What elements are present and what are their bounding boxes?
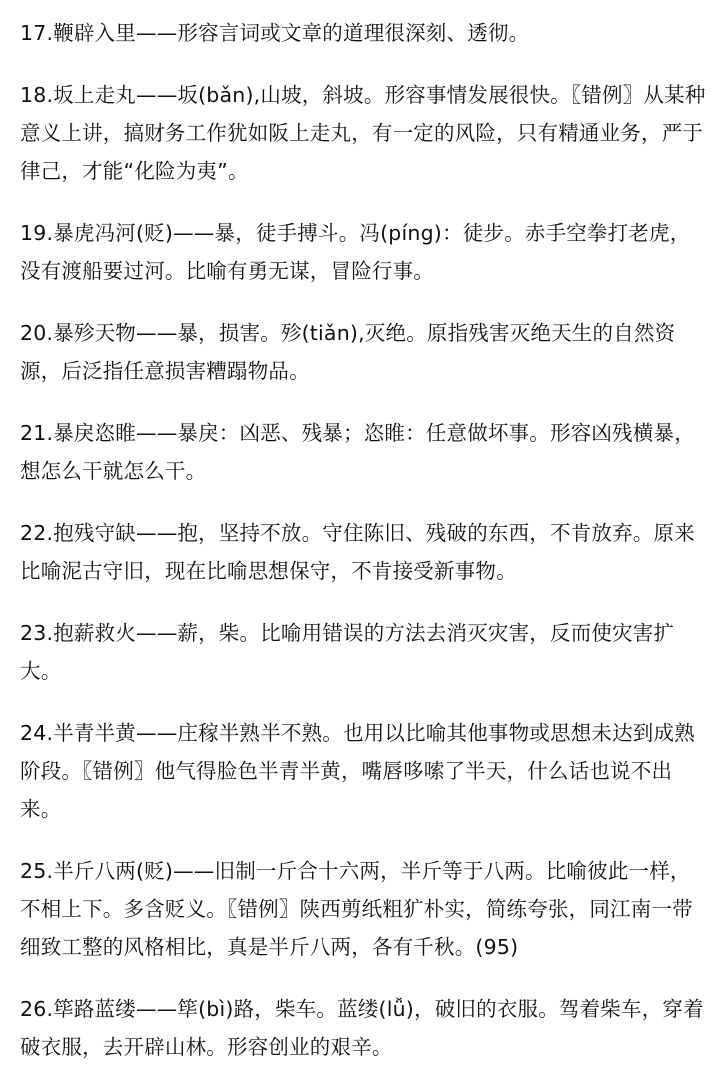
idiom-entry-25: 25.半斤八两(贬)——旧制一斤合十六两，半斤等于八两。比喻彼此一样，不相上下。多含贬义。〖错例〗陕西剪纸粗犷朴实，简练夸张，同江南一带细致工整的风格相比，真是半斤八两，各有千秋。(95) (20, 859, 693, 959)
idiom-entry-22: 22.抱残守缺——抱，坚持不放。守住陈旧、残破的东西，不肯放弃。原来比喻泥古守旧，现在比喻思想保守，不肯接受新事物。 (20, 521, 695, 583)
idiom-entry-17: 17.鞭辟入里——形容言词或文章的道理很深刻、透彻。 (20, 21, 530, 45)
idiom-entry-21: 21.暴戾恣睢——暴戾：凶恶、残暴；恣睢：任意做坏事。形容凶残横暴，想怎么干就怎么干。 (20, 421, 695, 483)
idiom-entry-19: 19.暴虎冯河(贬)——暴，徒手搏斗。冯(píng)：徒步。赤手空拳打老虎，没有渡船要过河。比喻有勇无谋，冒险行事。 (20, 221, 691, 283)
idiom-entry-23: 23.抱薪救火——薪，柴。比喻用错误的方法去消灭灾害，反而使灾害扩大。 (20, 621, 675, 683)
idiom-entry-24: 24.半青半黄——庄稼半熟半不熟。也用以比喻其他事物或思想未达到成熟阶段。〖错例〗他气得脸色半青半黄，嘴唇哆嗦了半天，什么话也说不出来。 (20, 721, 695, 821)
idiom-entry-18: 18.坂上走丸——坂(bǎn),山坡，斜坡。形容事情发展很快。〖错例〗从某种意义上讲，搞财务工作犹如阪上走丸，有一定的风险，只有精通业务，严于律己，才能“化险为夷”。 (20, 83, 706, 183)
idiom-entry-20: 20.暴殄天物——暴，损害。殄(tiǎn),灭绝。原指残害灭绝天生的自然资源，后泛指任意损害糟蹋物品。 (20, 321, 676, 383)
idiom-entry-26: 26.筚路蓝缕——筚(bì)路，柴车。蓝缕(lǚ)，破旧的衣服。驾着柴车，穿着破衣服，去开辟山林。形容创业的艰辛。 (20, 997, 704, 1059)
